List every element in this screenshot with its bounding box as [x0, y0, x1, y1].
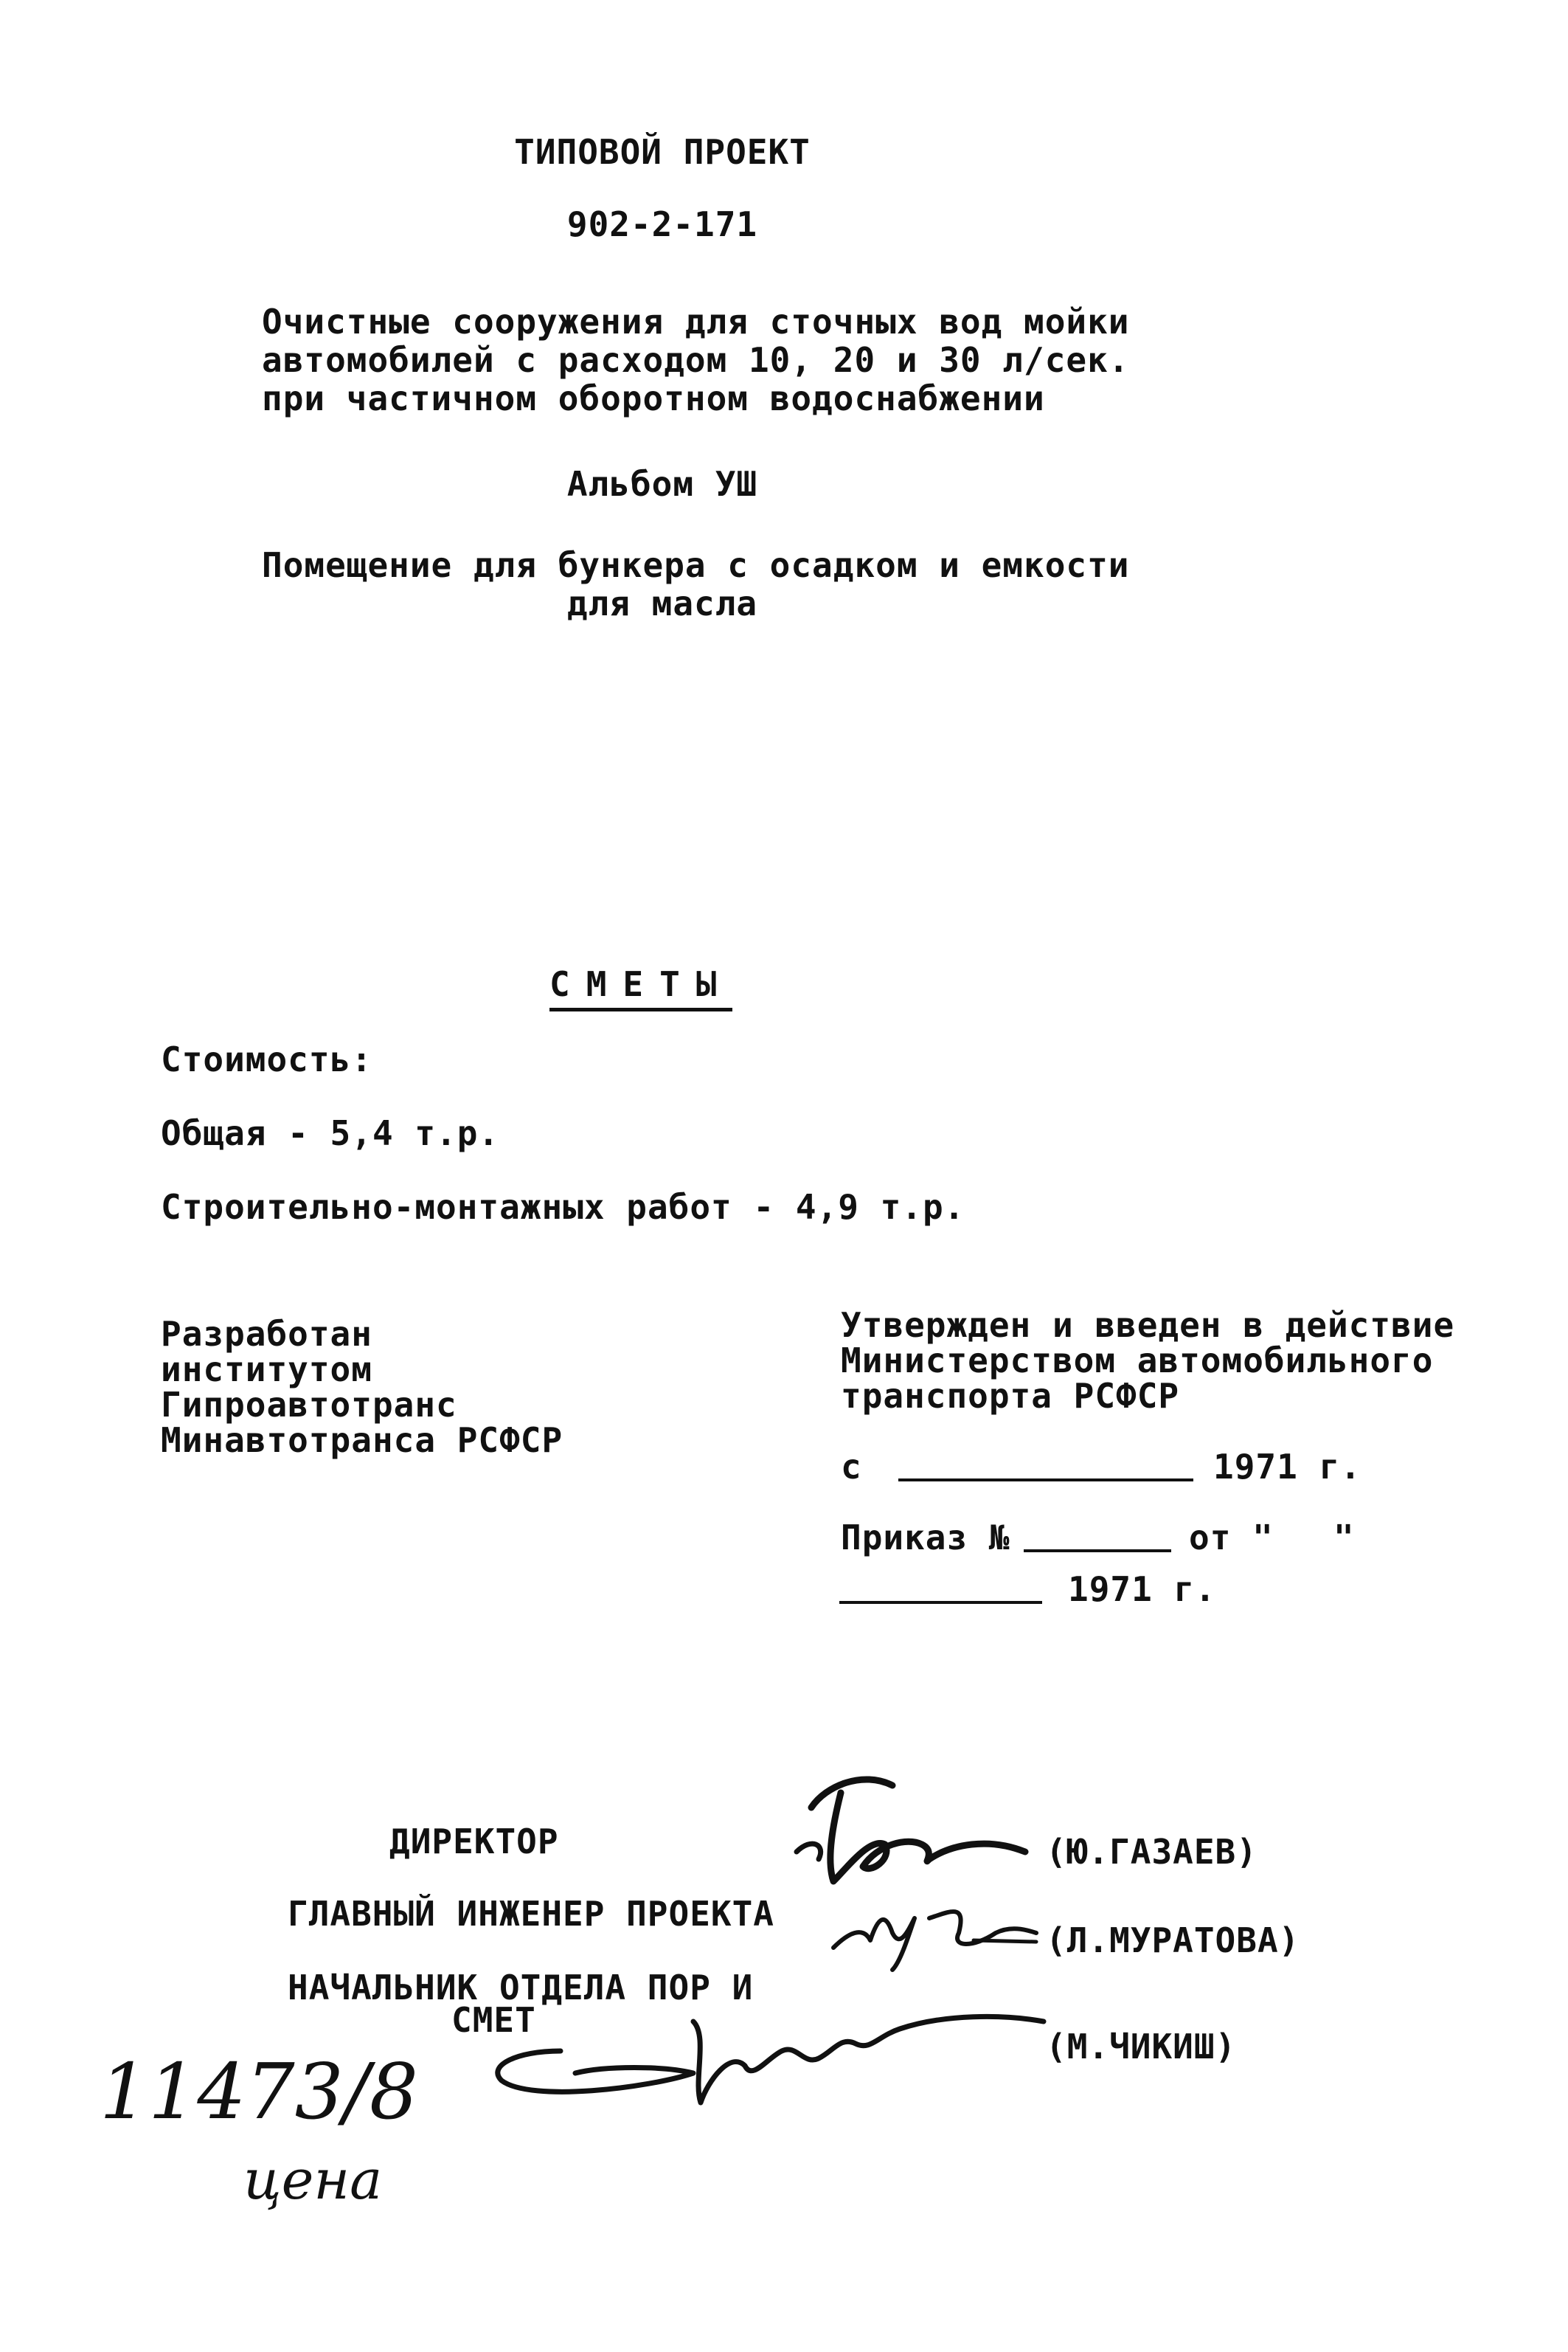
signature-chief-engineer-scribble	[826, 1889, 1040, 1977]
approval-from-year: 1971 г.	[1213, 1447, 1361, 1487]
approval-from-prefix: с	[841, 1447, 862, 1487]
project-title-line-3: при частичном оборотном водоснабжении	[262, 378, 1045, 418]
developer-line-4: Минавтотранса РСФСР	[161, 1420, 563, 1460]
project-title-line-1: Очистные сооружения для сточных вод мойки	[262, 302, 1130, 342]
construction-cost: Строительно-монтажных работ - 4,9 т.р.	[161, 1187, 965, 1227]
developer-line-2: институтом	[161, 1349, 372, 1389]
approval-line-3: транспорта РСФСР	[841, 1376, 1180, 1416]
approval-line-2: Министерством автомобильного	[841, 1341, 1434, 1380]
subject-line-2: для масла	[566, 584, 758, 623]
approval-line-1: Утвержден и введен в действие	[841, 1305, 1455, 1345]
order-date-blank-line	[839, 1601, 1042, 1604]
project-number: 902-2-171	[566, 204, 758, 244]
signature-department-head-scribble	[472, 1992, 1047, 2125]
developer-line-3: Гипроавтотранс	[161, 1385, 457, 1425]
signature-position-department-head-line-2: СМЕТ	[451, 2000, 536, 2040]
subject-line-1: Помещение для бункера с осадком и емкости	[262, 545, 1130, 585]
signature-position-chief-engineer: ГЛАВНЫЙ ИНЖЕНЕР ПРОЕКТА	[288, 1894, 774, 1934]
order-number-blank-line	[1024, 1549, 1171, 1552]
handwritten-number: 11473/8	[100, 2047, 419, 2137]
signature-name-chief-engineer: (Л.МУРАТОВА)	[1046, 1920, 1300, 1960]
order-label: Приказ №	[841, 1518, 1010, 1557]
total-cost: Общая - 5,4 т.р.	[161, 1113, 500, 1153]
developer-line-1: Разработан	[161, 1314, 372, 1354]
estimates-title: СМЕТЫ	[549, 965, 732, 1011]
cost-label: Стоимость:	[161, 1040, 372, 1079]
order-quote-close: "	[1333, 1518, 1355, 1557]
order-from-label: от "	[1189, 1518, 1274, 1557]
signature-position-department-head: НАЧАЛЬНИК ОТДЕЛА ПОР И	[288, 1968, 754, 2007]
project-type-heading: ТИПОВОЙ ПРОЕКТ	[514, 132, 811, 172]
signature-name-director: (Ю.ГАЗАЕВ)	[1046, 1832, 1257, 1872]
album-label: Альбом УШ	[566, 464, 758, 504]
order-year: 1971 г.	[1068, 1569, 1216, 1609]
signature-position-director: ДИРЕКТОР	[389, 1822, 559, 1861]
project-title-line-2: автомобилей с расходом 10, 20 и 30 л/сек.	[262, 340, 1130, 380]
approval-date-blank-line	[898, 1478, 1193, 1481]
handwritten-price-label: цена	[243, 2148, 383, 2212]
signature-director-scribble	[782, 1756, 1033, 1903]
signature-name-department-head: (М.ЧИКИШ)	[1046, 2027, 1237, 2066]
